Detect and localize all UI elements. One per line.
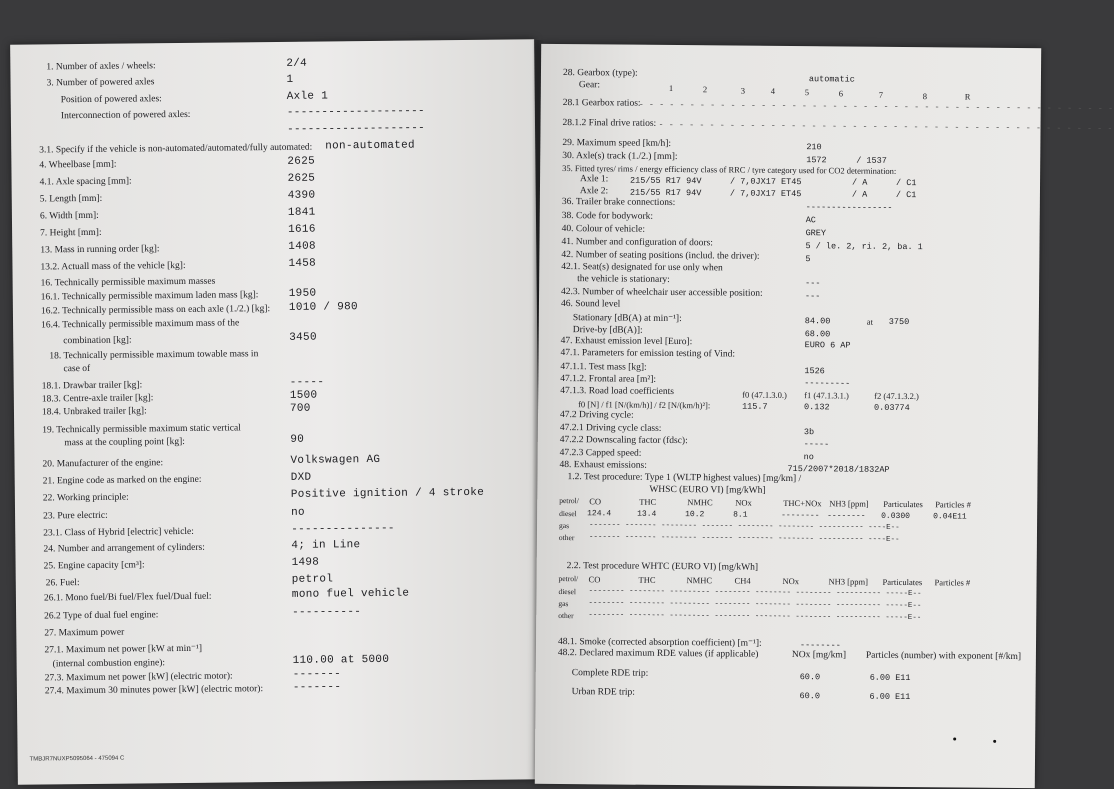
- seats-value: 5: [805, 254, 811, 265]
- table-header: Particles #: [935, 499, 971, 510]
- frontal-area-label: 47.1.2. Frontal area [m²]:: [560, 374, 657, 385]
- road-load-label: 47.1.3. Road load coefficients: [560, 386, 675, 398]
- field-label: 16.1. Technically permissible maximum laden mass [kg]:: [40, 290, 259, 303]
- final-drive-dash: - - - - - - - - - - - - - - - - - - - - - - - - - - - - - - - - - - - - - - - - - - - - -: [658, 119, 1113, 134]
- table-header: Particulates: [882, 576, 923, 588]
- field-value: petrol: [291, 573, 334, 586]
- rde-urban-particles: 6.00 E11: [869, 691, 911, 703]
- field-value: 1: [286, 73, 294, 86]
- axle1-label: Axle 1:: [580, 174, 609, 185]
- tyres-label: 35. Fitted tyres/ rims / energy efficiency class of RRC / tyre category used for CO2 determination:: [562, 163, 897, 176]
- rde-complete-particles: 6.00 E11: [869, 672, 911, 684]
- axle1-class: / A: [851, 177, 868, 188]
- rde-urban-nox: 60.0: [799, 691, 821, 702]
- field-value: 4; in Line: [291, 539, 361, 552]
- f2-head: f2 (47.1.3.2.): [874, 390, 919, 402]
- downscale-value: -----: [803, 439, 830, 450]
- field-label: 24. Number and arrangement of cylinders:: [43, 542, 205, 555]
- f1-head: f1 (47.1.3.1.): [804, 390, 849, 401]
- document-page-left: [10, 39, 542, 784]
- field-label: 7. Height [mm]:: [40, 227, 102, 239]
- bodywork-value: AC: [805, 215, 816, 226]
- seats-stationary-value: ---: [805, 278, 821, 289]
- rde-complete-label: Complete RDE trip:: [571, 668, 649, 679]
- seats-label: 42. Number of seating positions (includ. the driver):: [561, 250, 760, 262]
- f2-value: 0.03774: [874, 402, 910, 414]
- rde-urban-label: Urban RDE trip:: [571, 687, 635, 698]
- ink-dot: [993, 740, 996, 743]
- field-label: 27.3. Maximum net power [kW] (electric motor):: [44, 671, 233, 684]
- gear-number: 5: [804, 87, 810, 98]
- field-label: 16. Technically permissible maximum masses: [40, 276, 216, 289]
- axle-track-1: 1572: [806, 155, 827, 166]
- field-value: 2/4: [286, 57, 308, 70]
- stationary-label: Stationary [dB(A) at min⁻¹]:: [572, 313, 682, 325]
- field-label: 27. Maximum power: [44, 627, 125, 639]
- gear-number: 2: [702, 84, 708, 95]
- gear-number: 8: [922, 90, 928, 101]
- field-label: 13.2. Actuall mass of the vehicle [kg]:: [40, 260, 186, 273]
- table-dash-row: -------- -------- --------- -------- -------- -------- ---------- -----E--: [588, 611, 922, 623]
- field-label: 6. Width [mm]:: [39, 210, 99, 222]
- field-label: 16.2. Technically permissible mass on each axle (1./2.) [kg]:: [40, 304, 271, 317]
- field-label: 23. Pure electric:: [43, 510, 108, 522]
- sound-level-label: 46. Sound level: [560, 299, 621, 310]
- field-label: 3. Number of powered axles: [46, 77, 155, 89]
- table-header: CO: [589, 496, 602, 507]
- axle-track-2: / 1537: [856, 155, 887, 166]
- table-header: THC+NOx: [783, 497, 822, 509]
- field-label: 21. Engine code as marked on the engine:: [42, 474, 202, 487]
- field-label: 22. Working principle:: [42, 492, 129, 504]
- table-row-label: gas: [558, 599, 569, 609]
- capped-speed-value: no: [803, 452, 814, 463]
- field-value: 4390: [287, 189, 316, 202]
- field-value: 110.00 at 5000: [292, 653, 390, 667]
- table-row-label: gas: [558, 521, 570, 531]
- driveby-label: Drive-by [dB(A)]:: [572, 325, 643, 336]
- field-value: -------: [292, 668, 342, 681]
- bodywork-label: 38. Code for bodywork:: [561, 211, 654, 222]
- field-label: 18.3. Centre-axle trailer [kg]:: [41, 393, 154, 405]
- table-dash-row: -------- -------- --------- -------- -------- -------- ---------- -----E--: [588, 587, 922, 599]
- field-value: mono fuel vehicle: [291, 587, 410, 601]
- f0-head: f0 (47.1.3.0.): [742, 389, 787, 400]
- axle2-class: / A: [851, 189, 868, 200]
- field-label: 26.1. Mono fuel/Bi fuel/Flex fuel/Dual fuel:: [43, 591, 212, 604]
- gear-number: 1: [668, 82, 674, 93]
- field-value: ---------------: [291, 522, 395, 536]
- document-footer: TMBJR7NUXP5095064 - 475094 C: [29, 755, 125, 763]
- table-header: NMHC: [687, 497, 713, 508]
- table-header: THC: [638, 574, 656, 585]
- field-value: 700: [289, 402, 311, 415]
- field-value: 1500: [289, 389, 318, 402]
- field-value: --------------------: [286, 105, 425, 119]
- axle2-category: / C1: [895, 189, 917, 201]
- field-value: non-automated: [325, 139, 415, 153]
- seats-stationary-label-2: the vehicle is stationary:: [577, 274, 670, 285]
- wheelchair-label: 42.3. Number of wheelchair user accessible position:: [561, 287, 763, 299]
- smoke-value: --------: [799, 640, 841, 651]
- trailer-brake-label: 36. Trailer brake connections:: [561, 197, 676, 209]
- axle1-category: / C1: [895, 177, 917, 189]
- downscale-label: 47.2.2 Downscaling factor (fdsc):: [559, 435, 688, 447]
- rde-particles-head: Particles (number) with exponent [#/km]: [865, 650, 1022, 663]
- test1-label-2: WHSC (EURO VI) [mg/kWh]: [649, 484, 766, 496]
- field-value: --------------------: [286, 122, 426, 136]
- document-page-right: [535, 44, 1114, 788]
- exhaust-label: 48. Exhaust emissions:: [559, 460, 647, 471]
- table-dash-row: -------- -------- --------- -------- -------- -------- ---------- -----E--: [588, 599, 922, 611]
- field-label: 26.2 Type of dual fuel engine:: [44, 610, 159, 622]
- emission-params-label: 47.1. Parameters for emission testing of Vind:: [560, 348, 736, 360]
- doors-label: 41. Number and configuration of doors:: [561, 237, 714, 249]
- table-cell: 0.0300: [881, 511, 910, 522]
- field-value: 1010 / 980: [288, 301, 358, 314]
- table-header: NH3 [ppm]: [829, 498, 869, 509]
- table-cell: --------: [827, 511, 866, 521]
- field-value: 1458: [288, 257, 317, 270]
- field-value: 1950: [288, 287, 317, 300]
- field-label: 18.4. Unbraked trailer [kg]:: [41, 406, 147, 418]
- seats-stationary-label: 42.1. Seat(s) designated for use only when: [561, 262, 723, 274]
- final-drive-label: 28.1.2 Final drive ratios:: [562, 118, 657, 129]
- table-cell: --------: [781, 510, 820, 521]
- field-value: -------: [292, 681, 342, 694]
- table-row-label: other: [558, 611, 574, 621]
- field-value: 3450: [289, 331, 317, 344]
- field-value: 90: [290, 433, 305, 446]
- field-label: 19. Technically permissible maximum static vertical: [42, 423, 241, 436]
- table-header: THC: [639, 496, 657, 507]
- table-row-label: diesel: [559, 509, 577, 519]
- field-value: Positive ignition / 4 stroke: [290, 486, 485, 501]
- table-cell: 8.1: [733, 510, 748, 520]
- table-header: NMHC: [686, 575, 713, 586]
- driving-cycle-label: 47.2 Driving cycle:: [559, 410, 634, 421]
- field-value: 2625: [287, 172, 316, 185]
- table-header: NOx: [735, 497, 752, 508]
- field-label: 18. Technically permissible maximum towable mass in: [49, 349, 259, 362]
- field-value: DXD: [290, 471, 312, 484]
- stationary-rpm: 3750: [888, 316, 910, 328]
- field-label: 4. Wheelbase [mm]:: [39, 159, 117, 171]
- wheelchair-value: ---: [805, 291, 821, 302]
- euro-label: 47. Exhaust emission level [Euro]:: [560, 336, 693, 348]
- rde-nox-head: NOx [mg/km]: [791, 650, 847, 661]
- rde-complete-nox: 60.0: [799, 672, 821, 683]
- colour-label: 40. Colour of vehicle:: [561, 224, 646, 235]
- field-label: Position of powered axles:: [60, 94, 162, 106]
- axle2-tyre: 215/55 R17 94V: [629, 187, 702, 199]
- field-label: 27.4. Maximum 30 minutes power [kW] (electric motor):: [44, 684, 264, 697]
- field-label: 4.1. Axle spacing [mm]:: [39, 176, 132, 188]
- exhaust-value: 715/2007*2018/1832AP: [787, 463, 890, 475]
- axle1-rim: / 7,0JX17 ET45: [730, 176, 802, 188]
- f0-value: 115.7: [742, 401, 768, 412]
- field-value: no: [290, 506, 305, 519]
- gear-number: 4: [770, 86, 776, 97]
- rde-label: 48.2. Declared maximum RDE values (if applicable): [557, 648, 759, 660]
- field-label: Interconnection of powered axles:: [60, 109, 191, 122]
- test-mass-value: 1526: [804, 366, 825, 377]
- gear-number: 7: [878, 89, 884, 100]
- field-label: case of: [63, 363, 91, 375]
- field-value: 1498: [291, 556, 320, 569]
- table-header: NH3 [ppm]: [828, 576, 869, 587]
- field-value: -----: [289, 376, 325, 389]
- colour-value: GREY: [805, 228, 827, 239]
- euro-value: EURO 6 AP: [804, 340, 851, 351]
- test1-label: 1.2. Test procedure: Type 1 (WLTP highest values) [mg/km] /: [567, 472, 802, 485]
- field-label: 13. Mass in running order [kg]:: [40, 244, 160, 256]
- axle1-tyre: 215/55 R17 94V: [630, 175, 702, 187]
- field-label: 23.1. Class of Hybrid [electric] vehicle:: [43, 526, 194, 539]
- doors-value: 5 / le. 2, ri. 2, ba. 1: [805, 241, 923, 253]
- field-label: (internal combustion engine):: [52, 658, 166, 670]
- frontal-area-value: ---------: [804, 378, 851, 389]
- field-label: combination [kg]:: [63, 335, 132, 347]
- gearbox-value: automatic: [808, 74, 855, 85]
- ink-dot: [953, 737, 956, 740]
- stationary-value: 84.00: [804, 316, 831, 327]
- gear-number: 6: [838, 88, 844, 99]
- driveby-value: 68.00: [804, 329, 831, 340]
- table-dash-row: ------- ------- -------- ------- -------- -------- ---------- ----E--: [588, 533, 900, 544]
- field-label: 18.1. Drawbar trailer [kg]:: [41, 380, 143, 392]
- max-speed-value: 210: [806, 142, 822, 153]
- table-cell: 0.04E11: [933, 512, 967, 522]
- field-label: mass at the coupling point [kg]:: [64, 436, 185, 449]
- table-cell: 10.2: [685, 510, 705, 520]
- max-speed-label: 29. Maximum speed [km/h]:: [562, 138, 672, 149]
- field-value: 1841: [287, 206, 316, 219]
- field-label: 5. Length [mm]:: [39, 193, 103, 205]
- cycle-class-value: 3b: [803, 427, 815, 438]
- table-header: CO: [588, 574, 601, 585]
- axle2-label: Axle 2:: [579, 186, 609, 197]
- stationary-at: at: [866, 316, 874, 327]
- gear-label: Gear:: [578, 80, 601, 91]
- field-label: 25. Engine capacity [cm³]:: [43, 560, 145, 572]
- field-value: 1616: [288, 223, 316, 236]
- table-row-label: petrol/: [558, 574, 579, 584]
- axle-track-label: 30. Axle(s) track (1./2.) [mm]:: [562, 151, 678, 163]
- axle2-rim: / 7,0JX17 ET45: [729, 188, 802, 200]
- field-value: Volkswagen AG: [290, 453, 381, 467]
- field-label: 16.4. Technically permissible maximum mass of the: [41, 318, 240, 331]
- test-mass-label: 47.1.1. Test mass [kg]:: [560, 362, 647, 373]
- test2-label: 2.2. Test procedure WHTC (EURO VI) [mg/kWh]: [566, 561, 759, 573]
- table-dash-row: ------- ------- -------- ------- -------- -------- ---------- ----E--: [589, 521, 900, 532]
- gearbox-ratios-label: 28.1 Gearbox ratios:: [562, 98, 641, 109]
- field-label: 1. Number of axles / wheels:: [46, 61, 156, 73]
- table-row-label: other: [558, 533, 575, 543]
- gear-number: R: [964, 91, 971, 102]
- field-value: ----------: [292, 606, 362, 619]
- road-load-units: f0 [N] / f1 [N/(km/h)] / f2 [N/(km/h)²]:: [578, 399, 711, 411]
- trailer-brake-value: -----------------: [805, 202, 893, 213]
- table-header: Particles #: [934, 577, 971, 588]
- table-row-label: diesel: [558, 587, 576, 597]
- field-value: 1408: [288, 240, 316, 253]
- field-value: 2625: [287, 155, 316, 168]
- f1-value: 0.132: [804, 402, 830, 413]
- field-label: 27.1. Maximum net power [kW at min⁻¹]: [44, 643, 203, 656]
- field-label: 26. Fuel:: [45, 578, 80, 589]
- gearbox-label: 28. Gearbox (type):: [562, 68, 638, 79]
- table-row-label: petrol/: [559, 496, 579, 506]
- capped-speed-label: 47.2.3 Capped speed:: [559, 448, 642, 459]
- table-header: Particulates: [883, 498, 923, 510]
- gearbox-ratios-dash: - - - - - - - - - - - - - - - - - - - - - - - - - - - - - - - - - - - - - - - - - - - - - - -: [638, 99, 1114, 114]
- table-header: CH4: [734, 575, 751, 586]
- field-value: Axle 1: [286, 90, 329, 103]
- cycle-class-label: 47.2.1 Driving cycle class:: [559, 423, 662, 434]
- table-cell: 124.4: [587, 509, 612, 519]
- field-label: 20. Manufacturer of the engine:: [42, 458, 164, 470]
- smoke-label: 48.1. Smoke (corrected absorption coefficient) [m⁻¹]:: [557, 637, 762, 649]
- table-header: NOx: [782, 575, 800, 587]
- table-cell: 13.4: [637, 509, 657, 519]
- gear-number: 3: [740, 85, 746, 96]
- field-label: 3.1. Specify if the vehicle is non-automated/automated/fully automated:: [39, 142, 313, 156]
